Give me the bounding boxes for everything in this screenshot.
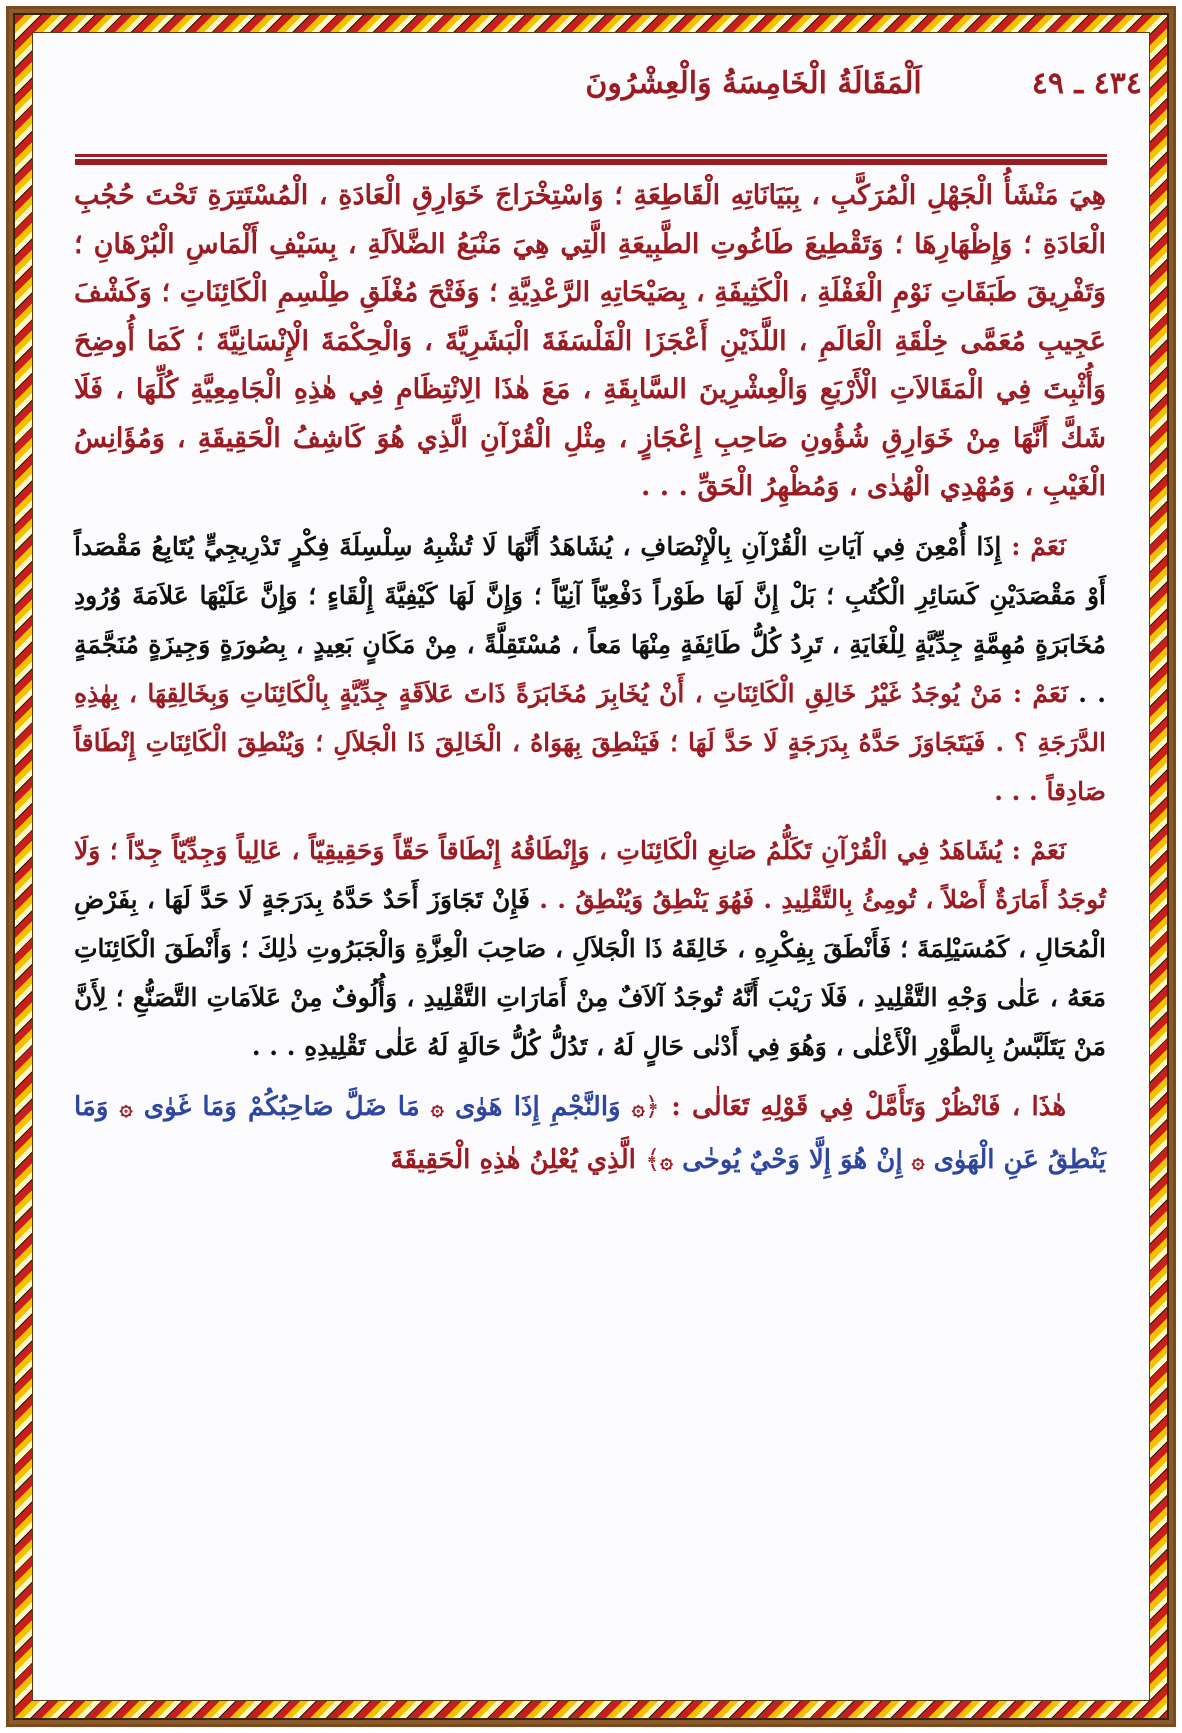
paragraph-3-emphasis: نَعَمْ : يُشَاهَدُ فِي الْقُرْآنِ تَكَلُّمُ صَانِعِ الْكَائِنَاتِ ، وَإِنْطَاقُهُ إِنْطَاقاً حَقّاً وَحَقِيقِيّاً ، عَالِياً وَجِدِّيّاً جِدّاً ؛ وَلَا تُوجَدُ أَمَارَةٌ أَصْلاً ، تُومِئُ بِالتَّقْلِيدِ . فَهُوَ يَنْطِقُ وَيُنْطِقُ . . bbox=[74, 835, 1106, 914]
naam-label-2: نَعَمْ : bbox=[1012, 678, 1068, 708]
naam-label: نَعَمْ : bbox=[1011, 531, 1067, 561]
ayah-rosette-icon: ۞ bbox=[119, 1094, 133, 1121]
verse-outro: الَّذِي يُعْلِنُ هٰذِهِ الْحَقِيقَةَ bbox=[390, 1144, 636, 1175]
page-body bbox=[74, 172, 1106, 1197]
header-rule-thick bbox=[75, 159, 1107, 165]
paragraph-3 bbox=[74, 826, 1106, 1071]
paragraph-2-text: إِذَا أُمْعِنَ فِي آيَاتِ الْقُرْآنِ بِالْإِنْصَافِ ، يُشَاهَدُ أَنَّهَا لَا تُشْبِهُ سِلْسِلَةَ فِكْرٍ تَدْرِيجِيٍّ يُتَابِعُ مَقْصَداً أَوْ مَقْصَدَيْنِ كَسَائِرِ الْكُتُبِ ؛ بَلْ إِنَّ لَهَا طَوْراً دَفْعِيّاً آنِيّاً ؛ وَإِنَّ لَهَا كَيْفِيَّةَ إِلْقَاءٍ ؛ وَإِنَّ عَلَيْهَا عَلاَمَةَ وُرُودِ مُخَابَرَةٍ مُهِمَّةٍ جِدِّيَّةٍ لِلْغَايَةِ ، تَرِدُ كُلُّ طَائِفَةٍ مِنْهَا مَعاً ، مُسْتَقِلَّةً ، مِنْ مَكَانٍ بَعِيدٍ ، بِصُورَةٍ وَجِيزَةٍ مُنَجَّمَةٍ . . bbox=[74, 531, 1106, 708]
page-header bbox=[42, 48, 1142, 118]
quran-verse-1: وَالنَّجْمِ إِذَا هَوٰى bbox=[455, 1091, 621, 1122]
paragraph-1 bbox=[74, 172, 1106, 512]
verse-intro: هٰذَا ، فَانْظُرْ وَتَأَمَّلْ فِي قَوْلِهِ تَعَالٰى : bbox=[671, 1091, 1067, 1122]
page-number: ٤٣٤ ـ ٤٩ bbox=[1031, 65, 1142, 101]
ornate-close-bracket-icon: ﴾ bbox=[644, 1144, 661, 1175]
ayah-rosette-icon: ۞ bbox=[631, 1094, 645, 1121]
paragraph-1-text: هِيَ مَنْشَأُ الْجَهْلِ الْمُرَكَّبِ ، بِبَيَانَاتِهِ الْقَاطِعَةِ ؛ وَاسْتِخْرَاجَ خَوَارِقِ الْعَادَةِ ، الْمُسْتَتِرَةِ تَحْتَ حُجُبِ الْعَادَةِ ؛ وَإِظْهَارِهَا ؛ وَتَقْطِيعَ طَاغُوتِ الطَّبِيعَةِ الَّتِي هِيَ مَنْبَعُ الضَّلاَلَةِ ، بِسَيْفِ أَلْمَاسِ الْبُرْهَانِ ؛ وَتَفْرِيقَ طَبَقَاتِ نَوْمِ الْغَفْلَةِ ، الْكَثِيفَةِ ، بِصَيْحَاتِهِ الرَّعْدِيَّةِ ؛ وَفَتْحَ مُغْلَقِ طِلْسِمِ الْكَائِنَاتِ ؛ وَكَشْفَ عَجِيبِ مُعَمَّى خِلْقَةِ الْعَالَمِ ، اللَّذَيْنِ أَعْجَزَا الْفَلْسَفَةَ الْبَشَرِيَّةَ ، وَالْحِكْمَةَ الْإِنْسَانِيَّةَ ؛ كَمَا أُوضِحَ وَأُثْبِتَ فِي الْمَقَالاَتِ الْأَرْبَعِ وَالْعِشْرِينَ السَّابِقَةِ ، مَعَ هٰذَا الِانْتِظَامِ فِي هٰذِهِ الْجَامِعِيَّةِ كُلِّهَا ، فَلَا شَكَّ أَنَّهَا مِنْ خَوَارِقِ شُؤُونِ صَاحِبِ إِعْجَازٍ ، مِثْلِ الْقُرْآنِ الَّذِي هُوَ كَاشِفُ الْحَقِيقَةِ ، وَمُؤَانِسُ الْغَيْبِ ، وَمُهْدِي الْهُدٰى ، وَمُظْهِرُ الْحَقِّ . . . bbox=[74, 180, 1106, 502]
quran-verse-2: مَا ضَلَّ صَاحِبُكُمْ وَمَا غَوٰى bbox=[143, 1091, 420, 1122]
ayah-rosette-icon: ۞ bbox=[911, 1147, 925, 1174]
ayah-rosette-icon: ۞ bbox=[660, 1147, 674, 1174]
ayah-rosette-icon: ۞ bbox=[430, 1094, 444, 1121]
ornate-open-bracket-icon: ﴿ bbox=[644, 1091, 660, 1122]
header-rule-thin bbox=[75, 154, 1107, 157]
paragraph-2 bbox=[74, 522, 1106, 816]
paragraph-3-text: فَإِنْ تَجَاوَزَ أَحَدٌ حَدَّهُ بِدَرَجَةٍ لَا حَدَّ لَهَا ، بِفَرْضِ الْمُحَالِ ، كَمُسَيْلِمَةَ ؛ فَأَنْطَقَ بِفِكْرِهِ ، خَالِقَهُ ذَا الْجَلاَلِ ، صَاحِبَ الْعِزَّةِ وَالْجَبَرُوتِ ذٰلِكَ ؛ وَأَنْطَقَ الْكَائِنَاتِ مَعَهُ ، عَلٰى وَجْهِ التَّقْلِيدِ ، فَلَا رَيْبَ أَنَّهُ تُوجَدُ آلاَفٌ مِنْ أَمَارَاتِ التَّقْلِيدِ ، وَأُلُوفٌ مِنْ عَلاَمَاتِ التَّصَنُّعِ ؛ لِأَنَّ مَنْ يَتَلَبَّسُ بِالطَّوْرِ الْأَعْلٰى ، وَهُوَ فِي أَدْنٰى حَالٍ لَهُ ، تَدُلُّ كُلُّ حَالَةٍ لَهُ عَلٰى تَقْلِيدِهِ . . . bbox=[74, 884, 1106, 1061]
quran-verse-4: إِنْ هُوَ إِلَّا وَحْيٌ يُوحٰى bbox=[682, 1144, 903, 1175]
chapter-title: اَلْمَقَالَةُ الْخَامِسَةُ وَالْعِشْرُونَ bbox=[585, 65, 922, 101]
paragraph-2-emphasis: مَنْ يُوجَدُ غَيْرُ خَالِقِ الْكَائِنَاتِ ، أَنْ يُخَابِرَ مُخَابَرَةً ذَاتَ عَلاَقَةٍ جِدِّيَّةٍ بِالْكَائِنَاتِ وَبِخَالِقِهَا ، بِهٰذِهِ الدَّرَجَةِ ؟ . فَيَتَجَاوَزَ حَدَّهُ بِدَرَجَةٍ لَا حَدَّ لَهَا ؛ فَيَنْطِقَ بِهَوَاهُ ، الْخَالِقَ ذَا الْجَلاَلِ ؛ وَيُنْطِقَ الْكَائِنَاتِ إِنْطَاقاً صَادِقاً . . . bbox=[74, 678, 1106, 806]
paragraph-4 bbox=[74, 1081, 1106, 1187]
quran-verse-3: وَمَا يَنْطِقُ عَنِ الْهَوٰى bbox=[74, 1091, 1106, 1175]
